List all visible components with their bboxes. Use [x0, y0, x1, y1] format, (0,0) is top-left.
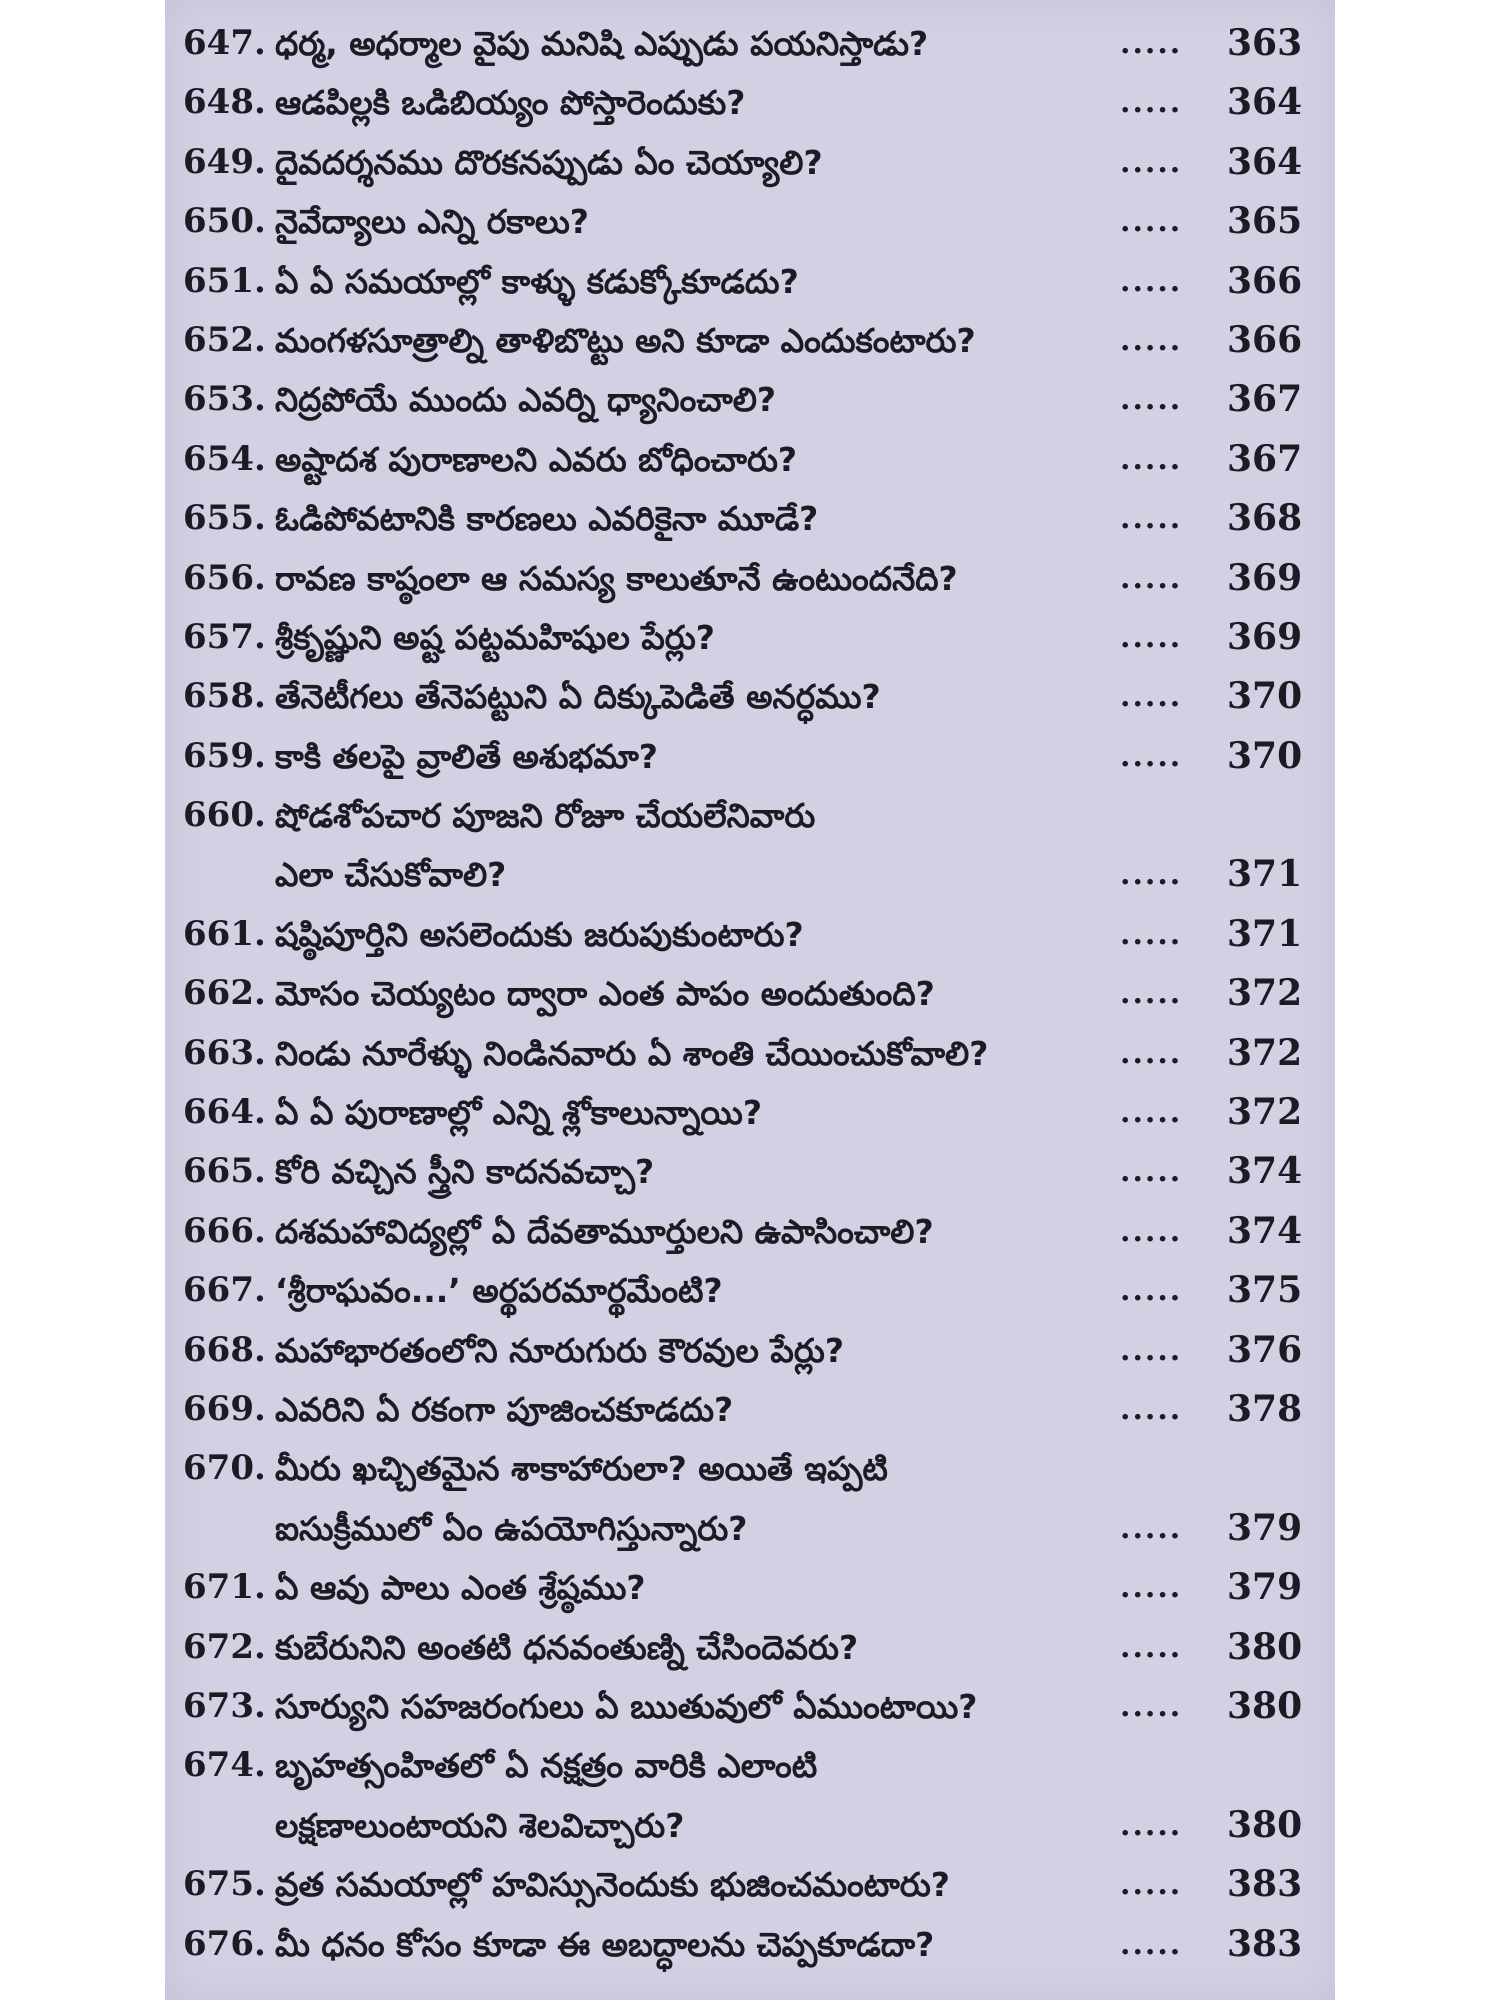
toc-entry — [165, 1558, 1335, 1617]
toc-entry — [165, 133, 1335, 192]
entry-number: 660. — [183, 795, 266, 836]
dot-leader: ..... — [1120, 1273, 1183, 1309]
toc-entry-line — [165, 1321, 1335, 1380]
entry-number: 665. — [183, 1151, 266, 1192]
entry-number: 666. — [183, 1210, 266, 1251]
entry-title: కోరి వచ్చిన స్త్రీని కాదనవచ్చా? — [275, 1152, 655, 1192]
entry-title: ఏ ఏ పురాణాల్లో ఎన్ని శ్లోకాలున్నాయి? — [275, 1093, 762, 1133]
entry-title: నైవేద్యాలు ఎన్ని రకాలు? — [275, 202, 589, 242]
dot-leader: ..... — [1120, 263, 1183, 299]
entry-page-number: 379 — [1227, 1506, 1303, 1549]
dot-leader: ..... — [1120, 85, 1183, 121]
entry-page-number: 375 — [1227, 1269, 1303, 1312]
entry-title: ఆడపిల్లకి ఒడిబియ్యం పోస్తారెందుకు? — [275, 83, 746, 123]
toc-entry-line — [165, 1261, 1335, 1320]
toc-entry — [165, 430, 1335, 489]
entry-page-number: 365 — [1227, 200, 1303, 243]
dot-leader: ..... — [1120, 1392, 1183, 1427]
toc-entry-line — [165, 667, 1335, 726]
toc-entry-line — [165, 845, 1335, 904]
toc-entry-line — [165, 1677, 1335, 1736]
entry-page-number: 368 — [1227, 497, 1303, 540]
toc-entry-line — [165, 1202, 1335, 1261]
toc-entry-line — [165, 489, 1335, 548]
entry-page-number: 374 — [1227, 1209, 1303, 1252]
toc-entry — [165, 1677, 1335, 1736]
entry-page-number: 372 — [1227, 972, 1303, 1015]
toc-entry-line — [165, 1380, 1335, 1439]
dot-leader: ..... — [1120, 204, 1183, 240]
dot-leader: ..... — [1120, 560, 1183, 596]
entry-number: 671. — [183, 1567, 266, 1608]
entry-page-number: 380 — [1227, 1625, 1303, 1668]
dot-leader: ..... — [1120, 1035, 1183, 1071]
toc-entry — [165, 608, 1335, 667]
entry-page-number: 380 — [1227, 1684, 1303, 1727]
entry-number: 675. — [183, 1864, 266, 1905]
toc-entry — [165, 370, 1335, 429]
entry-title: దైవదర్శనము దొరకనప్పుడు ఏం చెయ్యాలి? — [275, 142, 823, 182]
entry-title: మీరు ఖచ్చితమైన శాకాహారులా? అయితే ఇప్పటి — [275, 1449, 888, 1489]
entry-number: 649. — [183, 141, 266, 182]
toc-entry-line — [165, 252, 1335, 311]
toc-entry-line — [165, 1499, 1335, 1558]
entry-page-number: 372 — [1227, 1031, 1303, 1074]
entry-page-number: 379 — [1227, 1566, 1303, 1609]
entry-page-number: 380 — [1227, 1803, 1303, 1846]
dot-leader: ..... — [1120, 1688, 1183, 1724]
entry-page-number: 370 — [1227, 675, 1303, 718]
toc-entry-line — [165, 1618, 1335, 1677]
entry-title: మోసం చెయ్యటం ద్వారా ఎంత పాపం అందుతుంది? — [275, 974, 935, 1014]
entry-number: 670. — [183, 1448, 266, 1489]
entry-page-number: 378 — [1227, 1388, 1303, 1430]
entry-page-number: 364 — [1227, 140, 1303, 183]
toc-entry-line — [165, 1796, 1335, 1855]
toc-entry — [165, 667, 1335, 726]
entry-title: నిండు నూరేళ్ళు నిండినవారు ఏ శాంతి చేయించుకోవాలి? — [275, 1033, 989, 1073]
entry-title: నిద్రపోయే ముందు ఎవర్ని ధ్యానించాలి? — [275, 380, 777, 420]
dot-leader: ..... — [1120, 322, 1183, 358]
entry-title: అష్టాదశ పురాణాలని ఎవరు బోధించారు? — [275, 439, 798, 479]
entry-page-number: 367 — [1227, 378, 1303, 421]
entry-title: ఏ ఆవు పాలు ఎంత శ్రేష్ఠము? — [275, 1568, 646, 1608]
entry-title: బృహత్సంహితలో ఏ నక్షత్రం వారికి ఎలాంటి — [275, 1746, 818, 1786]
toc-entry — [165, 1855, 1335, 1914]
entry-page-number: 367 — [1227, 437, 1303, 480]
entry-page-number: 369 — [1227, 615, 1303, 658]
toc-entry-line — [165, 905, 1335, 964]
toc-entry-line — [165, 14, 1335, 73]
entry-number: 672. — [183, 1626, 266, 1667]
entry-number: 657. — [183, 616, 266, 657]
dot-leader: ..... — [1120, 441, 1183, 477]
entry-title: ఎలా చేసుకోవాలి? — [275, 855, 507, 895]
entry-page-number: 371 — [1227, 853, 1303, 896]
entry-page-number: 369 — [1227, 556, 1303, 599]
toc-entry — [165, 1915, 1335, 1974]
entry-title: శ్రీకృష్ణుని అష్ట పట్టమహిషుల పేర్లు? — [275, 617, 715, 657]
toc-entry-line — [165, 1558, 1335, 1617]
dot-leader: ..... — [1120, 916, 1183, 952]
entry-title: ‘శ్రీరాఘవం...’ అర్థపరమార్థమేంటి? — [275, 1271, 723, 1311]
toc-entry-line — [165, 73, 1335, 132]
entry-title: ఐసుక్రీములో ఏం ఉపయోగిస్తున్నారు? — [275, 1508, 748, 1548]
entry-title: ఓడిపోవటానికి కారణలు ఎవరికైనా మూడే? — [275, 499, 819, 539]
toc-entry-line — [165, 1736, 1335, 1795]
toc-entry — [165, 1142, 1335, 1201]
entry-number: 647. — [183, 23, 266, 63]
toc-entry-line — [165, 1855, 1335, 1914]
toc-entry — [165, 1439, 1335, 1558]
toc-entry — [165, 1618, 1335, 1677]
toc-entry — [165, 1024, 1335, 1083]
entry-number: 654. — [183, 438, 266, 479]
dot-leader: ..... — [1120, 738, 1183, 774]
entry-title: ఏ ఏ సమయాల్లో కాళ్ళు కడుక్కోకూడదు? — [275, 261, 799, 301]
entry-number: 656. — [183, 557, 266, 598]
entry-title: దశమహావిద్యల్లో ఏ దేవతామూర్తులని ఉపాసించాలి? — [275, 1211, 934, 1251]
entry-title: కుబేరునిని అంతటి ధనవంతుణ్ని చేసిందెవరు? — [275, 1627, 859, 1667]
entry-number: 651. — [183, 260, 266, 301]
entry-number: 650. — [183, 201, 266, 242]
toc-entry-line — [165, 549, 1335, 608]
entry-title: రావణ కాష్ఠంలా ఆ సమస్య కాలుతూనే ఉంటుందనేది? — [275, 558, 958, 598]
toc-entry — [165, 905, 1335, 964]
toc-entry — [165, 192, 1335, 251]
entry-title: ధర్మ, అధర్మాల వైపు మనిషి ఎప్పుడు పయనిస్తాడు? — [275, 24, 929, 63]
toc-entry — [165, 1261, 1335, 1320]
entry-page-number: 372 — [1227, 1091, 1303, 1134]
entry-number: 648. — [183, 82, 266, 123]
dot-leader: ..... — [1120, 1332, 1183, 1368]
toc-entry — [165, 1321, 1335, 1380]
entry-title: మీ ధనం కోసం కూడా ఈ అబద్ధాలను చెప్పకూడదా? — [275, 1924, 935, 1964]
dot-leader: ..... — [1120, 144, 1183, 180]
entry-page-number: 363 — [1227, 22, 1303, 64]
entry-page-number: 383 — [1227, 1922, 1303, 1965]
book-page — [165, 0, 1335, 2000]
entry-number: 662. — [183, 973, 266, 1014]
entry-number: 653. — [183, 379, 266, 420]
entry-title: మహాభారతంలోని నూరుగురు కౌరవుల పేర్లు? — [275, 1330, 844, 1370]
toc-entry-line — [165, 786, 1335, 845]
dot-leader: ..... — [1120, 1807, 1183, 1843]
entry-title: కాకి తలపై వ్రాలితే అశుభమా? — [275, 736, 658, 776]
dot-leader: ..... — [1120, 26, 1183, 61]
entry-page-number: 371 — [1227, 912, 1303, 955]
dot-leader: ..... — [1120, 1867, 1183, 1903]
toc-entry — [165, 786, 1335, 905]
dot-leader: ..... — [1120, 976, 1183, 1012]
entry-number: 664. — [183, 1092, 266, 1133]
dot-leader: ..... — [1120, 679, 1183, 715]
entry-number: 674. — [183, 1745, 266, 1786]
toc-entry-line — [165, 192, 1335, 251]
dot-leader: ..... — [1120, 1926, 1183, 1962]
toc-entry — [165, 14, 1335, 73]
toc-entry-line — [165, 727, 1335, 786]
entry-page-number: 366 — [1227, 318, 1303, 361]
entry-number: 667. — [183, 1270, 266, 1311]
toc-entry — [165, 1380, 1335, 1439]
dot-leader: ..... — [1120, 857, 1183, 893]
entry-title: సూర్యుని సహజరంగులు ఏ ఋతువులో ఏముంటాయి? — [275, 1686, 978, 1726]
toc-entry — [165, 311, 1335, 370]
toc-entry — [165, 964, 1335, 1023]
toc-entry — [165, 549, 1335, 608]
dot-leader: ..... — [1120, 619, 1183, 655]
entry-title: లక్షణాలుంటాయని శెలవిచ్చారు? — [275, 1805, 685, 1845]
entry-title: తేనెటీగలు తేనెపట్టుని ఏ దిక్కుపెడితే అనర్ధము? — [275, 677, 881, 717]
entry-number: 655. — [183, 498, 266, 539]
dot-leader: ..... — [1120, 1570, 1183, 1606]
toc-entry-line — [165, 311, 1335, 370]
toc-entry — [165, 252, 1335, 311]
toc-entry-line — [165, 430, 1335, 489]
toc-entry-line — [165, 1024, 1335, 1083]
dot-leader: ..... — [1120, 1095, 1183, 1131]
entry-title: మంగళసూత్రాల్ని తాళిబొట్టు అని కూడా ఎందుకంటారు? — [275, 320, 976, 360]
dot-leader: ..... — [1120, 1154, 1183, 1190]
entry-number: 659. — [183, 735, 266, 776]
toc-entry-line — [165, 1083, 1335, 1142]
entry-page-number: 370 — [1227, 734, 1303, 777]
toc-entry-line — [165, 370, 1335, 429]
toc-entry — [165, 1083, 1335, 1142]
entry-title: వ్రత సమయాల్లో హవిస్సునెందుకు భుజించమంటారు? — [275, 1865, 950, 1905]
toc-entry — [165, 489, 1335, 548]
dot-leader: ..... — [1120, 501, 1183, 537]
toc-entry-line — [165, 1915, 1335, 1974]
dot-leader: ..... — [1120, 1213, 1183, 1249]
entry-title: ఎవరిని ఏ రకంగా పూజించకూడదు? — [275, 1390, 734, 1429]
toc-entry — [165, 1202, 1335, 1261]
dot-leader: ..... — [1120, 1629, 1183, 1665]
entry-page-number: 364 — [1227, 81, 1303, 124]
entry-number: 668. — [183, 1329, 266, 1370]
entry-number: 652. — [183, 319, 266, 360]
toc-entry-line — [165, 608, 1335, 667]
table-of-contents — [165, 14, 1335, 1974]
toc-entry-line — [165, 964, 1335, 1023]
entry-page-number: 383 — [1227, 1863, 1303, 1906]
entry-number: 661. — [183, 913, 266, 954]
toc-entry-line — [165, 1142, 1335, 1201]
toc-entry — [165, 1736, 1335, 1855]
entry-page-number: 376 — [1227, 1328, 1303, 1371]
entry-number: 676. — [183, 1923, 266, 1964]
entry-number: 663. — [183, 1032, 266, 1073]
toc-entry-line — [165, 1439, 1335, 1498]
toc-entry-line — [165, 133, 1335, 192]
dot-leader: ..... — [1120, 1510, 1183, 1546]
entry-title: షోడశోపచార పూజని రోజూ చేయలేనివారు — [275, 796, 816, 836]
entry-page-number: 366 — [1227, 259, 1303, 302]
entry-number: 669. — [183, 1389, 266, 1429]
toc-entry — [165, 727, 1335, 786]
entry-title: షష్ఠిపూర్తిని అసలెందుకు జరుపుకుంటారు? — [275, 914, 804, 954]
dot-leader: ..... — [1120, 382, 1183, 418]
entry-number: 673. — [183, 1685, 266, 1726]
entry-number: 658. — [183, 676, 266, 717]
toc-entry — [165, 73, 1335, 132]
entry-page-number: 374 — [1227, 1150, 1303, 1193]
